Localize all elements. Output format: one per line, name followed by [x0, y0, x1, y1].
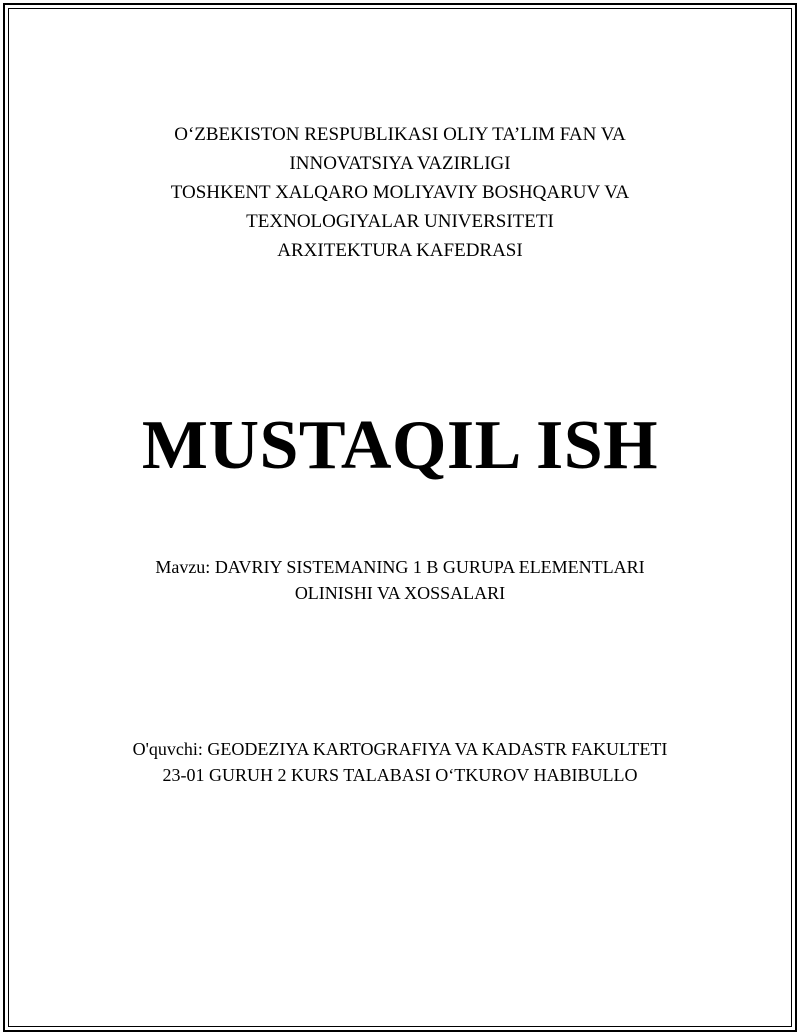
document-title: MUSTAQIL ISH	[141, 407, 659, 484]
student-line-2: 23-01 GURUH 2 KURS TALABASI O‘TKUROV HABIBULLO	[162, 765, 638, 785]
header-line-ministry-2: INNOVATSIYA VAZIRLIGI	[289, 153, 511, 174]
topic-line-2: OLINISHI VA XOSSALARI	[294, 583, 506, 603]
topic-line-1: Mavzu: DAVRIY SISTEMANING 1 B GURUPA ELEMENTLARI	[155, 557, 645, 577]
institution-header	[0, 120, 800, 265]
student-block	[0, 736, 800, 788]
topic-block	[0, 554, 800, 606]
header-line-ministry-1: O‘ZBEKISTON RESPUBLIKASI OLIY TA’LIM FAN VA	[174, 124, 626, 145]
student-line-1: O'quvchi: GEODEZIYA KARTOGRAFIYA VA KADASTR FAKULTETI	[132, 739, 668, 759]
header-line-department: ARXITEKTURA KAFEDRASI	[277, 240, 523, 261]
header-line-university-2: TEXNOLOGIYALAR UNIVERSITETI	[246, 211, 554, 232]
header-line-university-1: TOSHKENT XALQARO MOLIYAVIY BOSHQARUV VA	[170, 182, 630, 203]
